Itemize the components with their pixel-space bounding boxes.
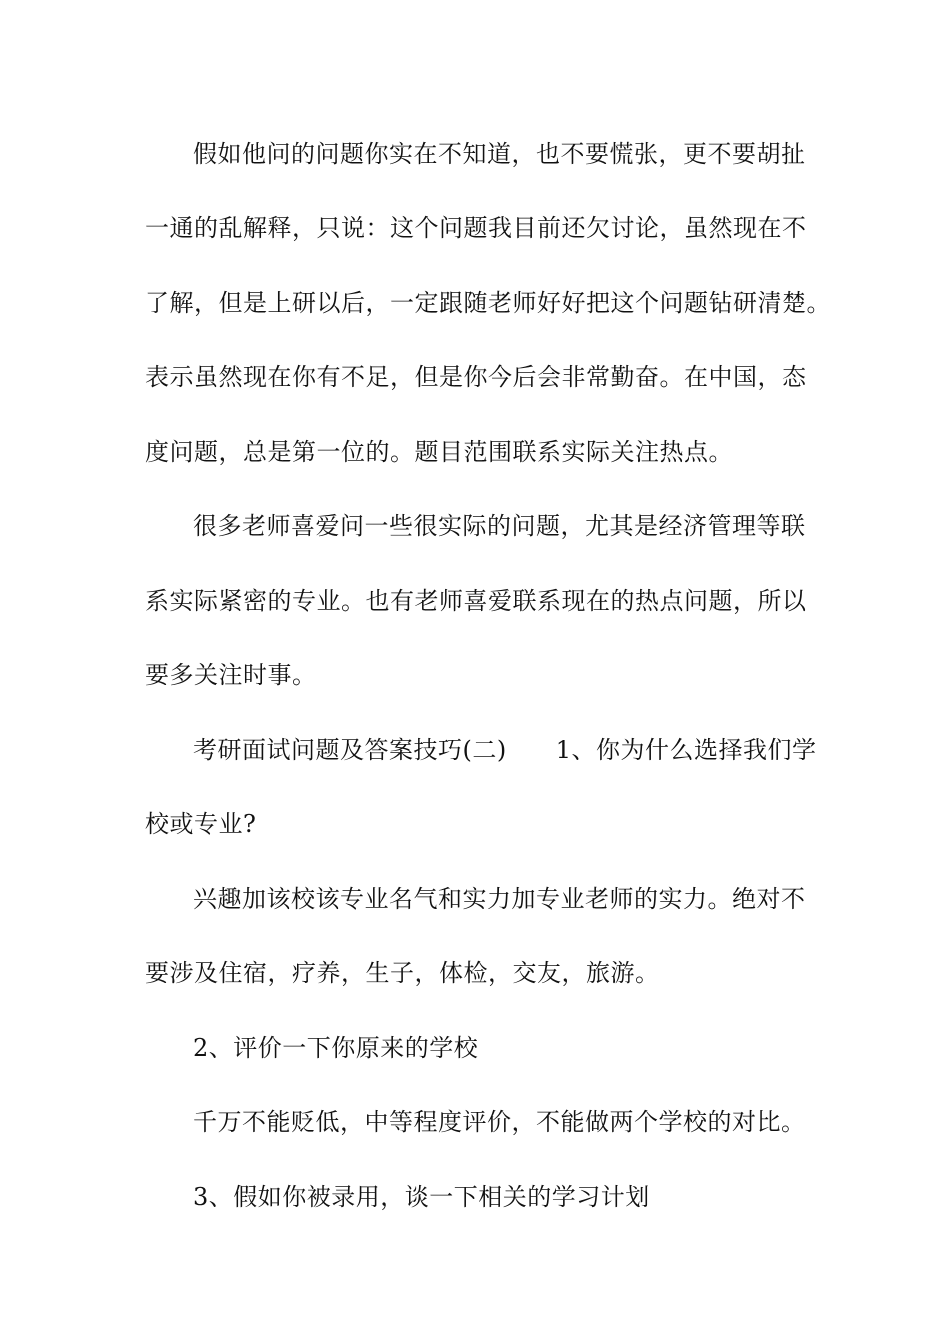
paragraph-line: 系实际紧密的专业。也有老师喜爱联系现在的热点问题，所以 bbox=[145, 587, 807, 615]
paragraph-line: 要涉及住宿，疗养，生子，体检，交友，旅游。 bbox=[145, 959, 660, 987]
paragraph-line: 度问题，总是第一位的。题目范围联系实际关注热点。 bbox=[145, 438, 733, 466]
paragraph-line: 一通的乱解释，只说：这个问题我目前还欠讨论，虽然现在不 bbox=[145, 214, 807, 242]
paragraph-line: 表示虽然现在你有不足，但是你今后会非常勤奋。在中国，态 bbox=[145, 363, 807, 391]
section-heading-line: 考研面试问题及答案技巧(二) 1、你为什么选择我们学 bbox=[193, 736, 817, 764]
paragraph-line: 要多关注时事。 bbox=[145, 661, 317, 689]
paragraph-line: 假如他问的问题你实在不知道，也不要慌张，更不要胡扯 bbox=[193, 140, 806, 168]
paragraph-line: 校或专业? bbox=[145, 810, 257, 838]
paragraph-line: 千万不能贬低，中等程度评价，不能做两个学校的对比。 bbox=[193, 1108, 806, 1136]
paragraph-line: 了解，但是上研以后，一定跟随老师好好把这个问题钻研清楚。 bbox=[145, 289, 831, 317]
question-line: 2、评价一下你原来的学校 bbox=[193, 1034, 479, 1062]
paragraph-line: 兴趣加该校该专业名气和实力加专业老师的实力。绝对不 bbox=[193, 885, 806, 913]
question-line: 3、假如你被录用，谈一下相关的学习计划 bbox=[193, 1183, 650, 1211]
paragraph-line: 很多老师喜爱问一些很实际的问题，尤其是经济管理等联 bbox=[193, 512, 806, 540]
